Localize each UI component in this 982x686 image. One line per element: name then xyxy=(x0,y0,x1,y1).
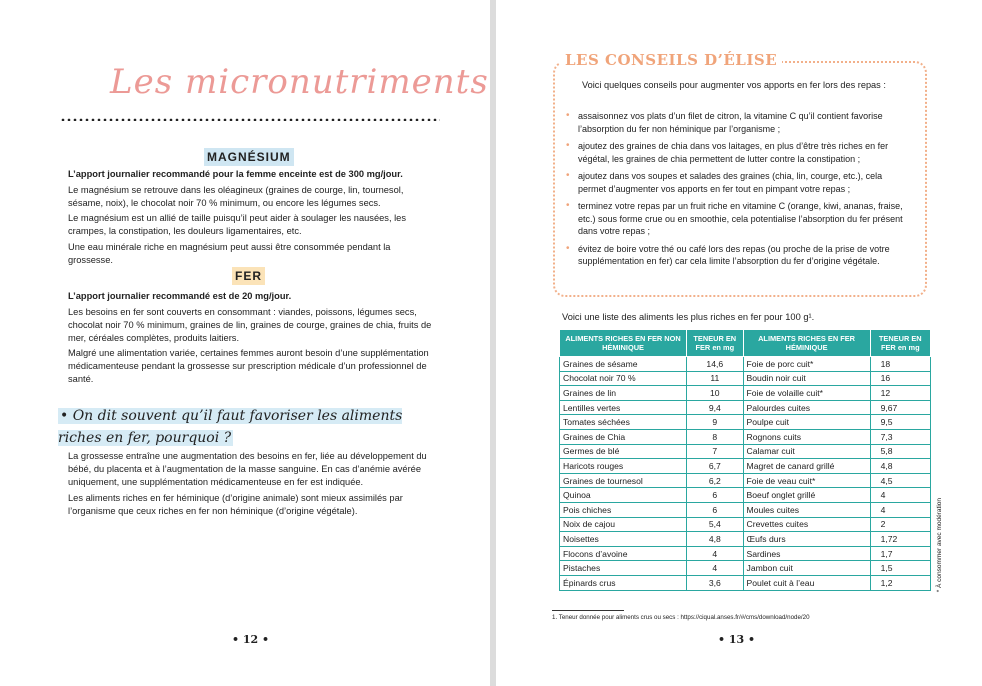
table-cell: Graines de sésame xyxy=(560,357,687,372)
bullet-icon: • xyxy=(566,170,570,181)
iron-table xyxy=(559,329,931,591)
tip-item xyxy=(566,200,906,238)
table-cell: 10 xyxy=(687,386,743,401)
table-cell: Lentilles vertes xyxy=(560,400,687,415)
table-cell: 1,5 xyxy=(870,561,930,576)
table-cell: 6 xyxy=(687,502,743,517)
magnesium-p1: L’apport journalier recommandé pour la femme enceinte est de 300 mg/jour. xyxy=(68,169,403,179)
page-title: Les micronutriments xyxy=(110,62,489,102)
table-cell: 9,5 xyxy=(870,415,930,430)
table-cell: Poulet cuit à l’eau xyxy=(743,575,870,590)
page-number-right: • 13 • xyxy=(718,633,756,646)
right-page xyxy=(496,0,982,686)
table-row xyxy=(560,459,931,474)
table-cell: Rognons cuits xyxy=(743,429,870,444)
table-cell: 4 xyxy=(687,561,743,576)
fer-p3: Malgré une alimentation variée, certaines femmes auront besoin d’une supplémentation médicamenteuse pendant la grossesse sur prescription médicale d’un professionnel de santé. xyxy=(68,348,429,384)
table-cell: Pois chiches xyxy=(560,502,687,517)
table-cell: Haricots rouges xyxy=(560,459,687,474)
table-cell: 2 xyxy=(870,517,930,532)
tips-intro: Voici quelques conseils pour augmenter vos apports en fer lors des repas : xyxy=(582,80,886,90)
table-row xyxy=(560,429,931,444)
table-row xyxy=(560,488,931,503)
footnote-divider xyxy=(552,610,624,611)
table-row xyxy=(560,561,931,576)
tips-box-title: LES CONSEILS D’ÉLISE xyxy=(560,51,782,69)
fer-p2: Les besoins en fer sont couverts en consommant : viandes, poissons, légumes secs, chocolat noir 70 % minimum, graines de lin, graines de courge, graines de chia, fruits de mer, céréales complètes, produits laitiers. xyxy=(68,306,432,343)
table-cell: Flocons d’avoine xyxy=(560,546,687,561)
table-row xyxy=(560,415,931,430)
magnesium-heading: MAGNÉSIUM xyxy=(204,148,294,166)
table-cell: Jambon cuit xyxy=(743,561,870,576)
bullet-icon: • xyxy=(566,110,570,121)
tip-item xyxy=(566,170,906,195)
question-heading xyxy=(58,405,443,449)
table-cell: 4 xyxy=(870,488,930,503)
table-cell: Graines de tournesol xyxy=(560,473,687,488)
table-cell: 5,4 xyxy=(687,517,743,532)
table-cell: Germes de blé xyxy=(560,444,687,459)
table-row xyxy=(560,532,931,547)
table-cell: Crevettes cuites xyxy=(743,517,870,532)
table-row xyxy=(560,400,931,415)
page-number-left: • 12 • xyxy=(232,633,270,646)
table-body xyxy=(560,357,931,591)
table-cell: Palourdes cuites xyxy=(743,400,870,415)
magnesium-section xyxy=(68,168,436,269)
table-cell: 9,4 xyxy=(687,400,743,415)
magnesium-p4: Une eau minérale riche en magnésium peut aussi être consommée pendant la grossesse. xyxy=(68,241,391,265)
table-cell: 4,8 xyxy=(870,459,930,474)
table-cell: Épinards crus xyxy=(560,575,687,590)
table-cell: Boudin noir cuit xyxy=(743,371,870,386)
table-cell: 8 xyxy=(687,429,743,444)
table-cell: 18 xyxy=(870,357,930,372)
table-row xyxy=(560,357,931,372)
table-cell: 6,7 xyxy=(687,459,743,474)
fer-section xyxy=(68,290,436,389)
table-cell: Calamar cuit xyxy=(743,444,870,459)
table-cell: Œufs durs xyxy=(743,532,870,547)
fer-heading: FER xyxy=(232,267,265,285)
tip-item xyxy=(566,110,906,135)
table-row xyxy=(560,546,931,561)
table-cell: Graines de Chia xyxy=(560,429,687,444)
table-cell: 16 xyxy=(870,371,930,386)
answer-p1: La grossesse entraîne une augmentation des besoins en fer, liée au développement du bébé, du placenta et à l’augmentation de la masse sanguine. En cas d’anémie avérée uniquement, une supplémentation médicamenteuse en fer est indiquée. xyxy=(68,451,427,487)
table-cell: Chocolat noir 70 % xyxy=(560,371,687,386)
table-cell: 6 xyxy=(687,488,743,503)
table-cell: 11 xyxy=(687,371,743,386)
table-cell: Graines de lin xyxy=(560,386,687,401)
table-cell: Boeuf onglet grillé xyxy=(743,488,870,503)
table-cell: Foie de volaille cuit* xyxy=(743,386,870,401)
table-cell: 1,7 xyxy=(870,546,930,561)
table-cell: 7,3 xyxy=(870,429,930,444)
tip-item xyxy=(566,140,906,165)
table-cell: 12 xyxy=(870,386,930,401)
table-cell: 7 xyxy=(687,444,743,459)
table-cell: 3,6 xyxy=(687,575,743,590)
table-cell: 14,6 xyxy=(687,357,743,372)
table-cell: Pistaches xyxy=(560,561,687,576)
table-cell: 1,2 xyxy=(870,575,930,590)
tip-text: assaisonnez vos plats d’un filet de citron, la vitamine C qu’il contient favorise l’absorption du fer non héminique par l’organisme ; xyxy=(578,111,883,134)
table-row xyxy=(560,575,931,590)
col-header-teneur-2: TENEUR EN FER en mg xyxy=(870,330,930,357)
col-header-teneur-1: TENEUR EN FER en mg xyxy=(687,330,743,357)
table-cell: 1,72 xyxy=(870,532,930,547)
fer-p1: L’apport journalier recommandé est de 20 mg/jour. xyxy=(68,291,292,301)
table-cell: Tomates séchées xyxy=(560,415,687,430)
magnesium-p3: Le magnésium est un allié de taille puisqu’il peut aider à soulager les nausées, les crampes, la constipation, les douleurs ligamentaires, etc. xyxy=(68,213,406,236)
col-header-heminique: ALIMENTS RICHES EN FER HÉMINIQUE xyxy=(743,330,870,357)
table-row xyxy=(560,444,931,459)
question-text: • On dit souvent qu’il faut favoriser les aliments riches en fer, pourquoi ? xyxy=(58,408,403,446)
table-cell: 4 xyxy=(870,502,930,517)
table-cell: 4,5 xyxy=(870,473,930,488)
table-row xyxy=(560,517,931,532)
table-cell: 4,8 xyxy=(687,532,743,547)
table-cell: Noisettes xyxy=(560,532,687,547)
table-cell: Magret de canard grillé xyxy=(743,459,870,474)
answer-section xyxy=(68,450,436,520)
col-header-non-heminique: ALIMENTS RICHES EN FER NON HÉMINIQUE xyxy=(560,330,687,357)
table-intro: Voici une liste des aliments les plus riches en fer pour 100 g¹. xyxy=(562,312,815,322)
table-cell: 9,67 xyxy=(870,400,930,415)
footnote: 1. Teneur donnée pour aliments crus ou secs : https://ciqual.anses.fr/#/cms/download/node/20 xyxy=(552,614,810,621)
table-cell: 5,8 xyxy=(870,444,930,459)
tip-text: évitez de boire votre thé ou café lors des repas (ou proche de la prise de votre supplémentation en fer) car cela limite l’absorption du fer d’origine végétale. xyxy=(578,243,890,266)
table-row xyxy=(560,386,931,401)
table-cell: Moules cuites xyxy=(743,502,870,517)
bullet-icon: • xyxy=(566,200,570,211)
table-cell: Foie de porc cuit* xyxy=(743,357,870,372)
bullet-icon: • xyxy=(566,242,570,254)
table-cell: 6,2 xyxy=(687,473,743,488)
table-row xyxy=(560,371,931,386)
magnesium-p2: Le magnésium se retrouve dans les oléagineux (graines de courge, lin, tournesol, sésame, noix), le chocolat noir 70 % minimum, ou encore les légumes secs. xyxy=(68,184,404,208)
table-header-row xyxy=(560,330,931,357)
table-cell: 9 xyxy=(687,415,743,430)
table-row xyxy=(560,473,931,488)
tip-text: ajoutez dans vos soupes et salades des graines (chia, lin, courge, etc.), cela permet d’augmenter vos apports en fer tout en pimpant votre repas ; xyxy=(578,171,883,194)
answer-p2: Les aliments riches en fer héminique (d’origine animale) sont mieux assimilés par l’organisme que ceux riches en fer non héminique (d’origine végétale). xyxy=(68,492,403,516)
dotted-divider xyxy=(60,118,440,121)
table-row xyxy=(560,502,931,517)
side-note: * À consommer avec modération xyxy=(936,498,943,593)
table-cell: Quinoa xyxy=(560,488,687,503)
table-cell: Foie de veau cuit* xyxy=(743,473,870,488)
table-cell: Poulpe cuit xyxy=(743,415,870,430)
table-cell: 4 xyxy=(687,546,743,561)
table-cell: Sardines xyxy=(743,546,870,561)
bullet-icon: • xyxy=(566,140,570,151)
tip-item xyxy=(566,243,906,268)
left-page xyxy=(0,0,490,686)
tip-text: ajoutez des graines de chia dans vos laitages, en plus d’être très riches en fer végétal, les graines de chia permettent de lutter contre la constipation ; xyxy=(578,141,889,164)
table-cell: Noix de cajou xyxy=(560,517,687,532)
tips-list xyxy=(566,110,906,273)
tip-text: terminez votre repas par un fruit riche en vitamine C (orange, kiwi, ananas, fraise, etc.) sous forme crue ou en smoothie, cela potentialise l’absorption du fer présent dans votre repas ; xyxy=(578,201,903,236)
